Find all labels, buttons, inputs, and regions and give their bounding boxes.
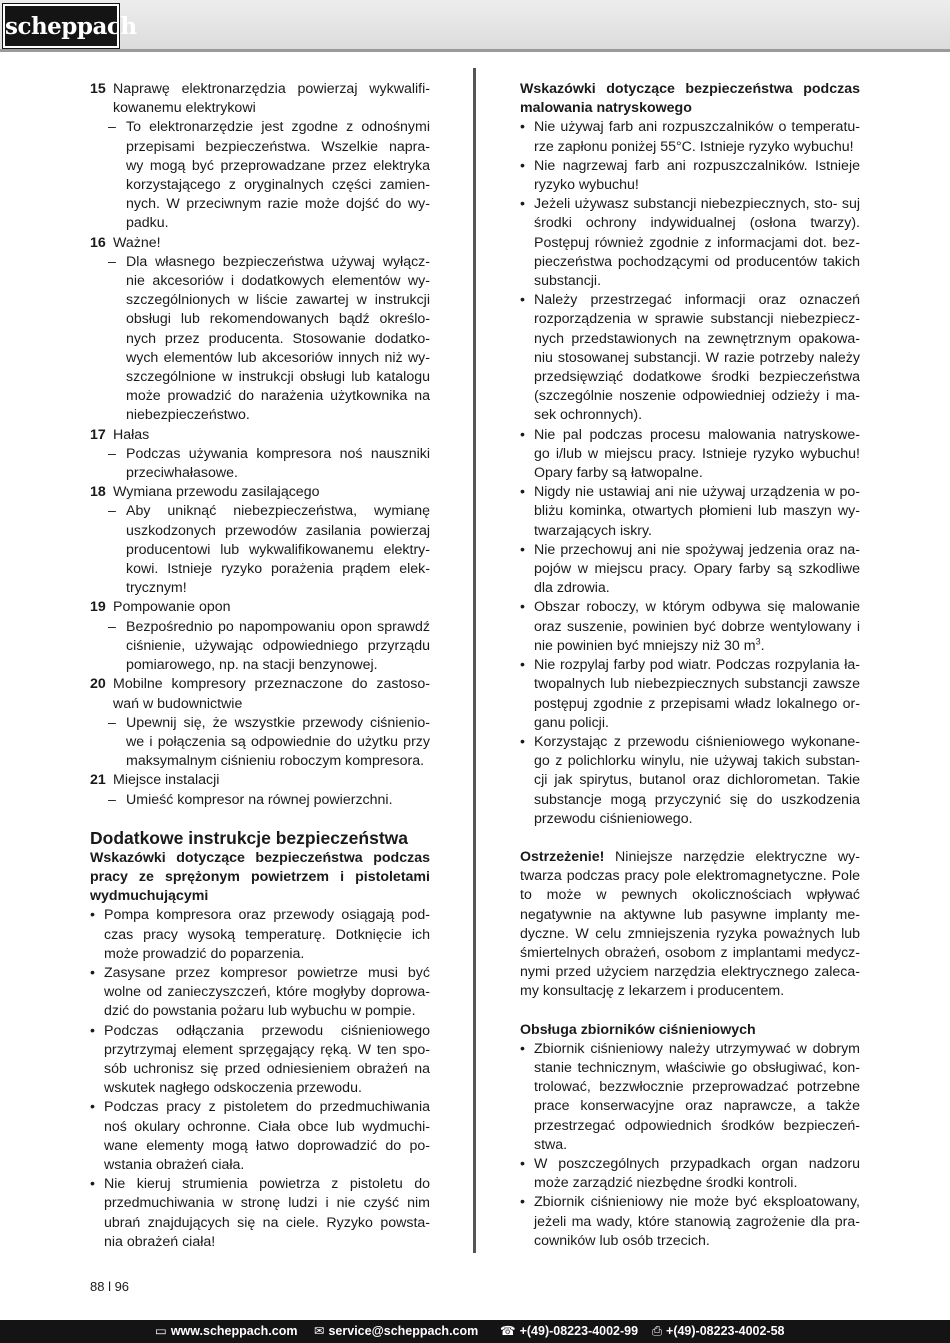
item-heading: Hałas <box>113 426 150 443</box>
list-item <box>520 598 860 656</box>
list-item: • Jeżeli używasz substancji niebezpiecznych, sto- suj środki ochrony indywidualnej (osłona twarzy). Postępuj również zgodnie z informacjami dot. bez- pieczeństwa pochodzącymi od producentów takich substancji. <box>520 195 860 291</box>
item-number: 17 <box>90 426 106 443</box>
fax-icon: ⎙ <box>652 1324 663 1338</box>
scheppach-logo: scheppach <box>3 4 119 48</box>
list-item: • Nie nagrzewaj farb ani rozpuszczalników. Istnieje ryzyko wybuchu! <box>520 157 860 195</box>
item-detail: – Umieść kompresor na równej powierzchni. <box>90 791 430 810</box>
item-number: 15 <box>90 81 106 97</box>
item-heading: Miejsce instalacji <box>113 772 220 789</box>
list-item: • Podczas pracy z pistoletem do przedmuchiwania noś okulary ochronne. Ciała obce lub wydmuchi- wane elementy mogą łatwo doprowadzić do po- wstania obrażeń ciała. <box>90 1098 430 1175</box>
numbered-item <box>90 598 430 617</box>
numbered-item <box>90 483 430 502</box>
section-title: Dodatkowe instrukcje bezpieczeństwa <box>90 827 409 848</box>
paint-spraying-title: Wskazówki dotyczące bezpieczeństwa podczas malowania natryskowego <box>520 81 860 117</box>
item-heading: Ważne! <box>113 234 161 251</box>
item-heading: Mobilne kompresory przeznaczone do zastoso- wań w budownictwie <box>113 676 430 712</box>
list-item: • W poszczególnych przypadkach organ nadzoru może zarządzić niezbędne środki kontroli. <box>520 1155 860 1193</box>
list-item: • Zasysane przez kompresor powietrze musi być wolne od zanieczyszczeń, które mogłyby doprowa- dzić do powstania pożaru lub wybuchu w pompie. <box>90 964 430 1022</box>
item-heading: Wymiana przewodu zasilającego <box>113 484 320 501</box>
numbered-item <box>90 426 430 445</box>
item-detail: – To elektronarzędzie jest zgodne z odnośnymi przepisami bezpieczeństwa. Wszelkie napra- wy mogą być przeprowadzane przez elektryka korzystającego z oryginalnych części zamien- nych. W przeciwnym razie może dojść do wy- padku. <box>90 118 430 233</box>
list-item: • Zbiornik ciśnieniowy należy utrzymywać w dobrym stanie technicznym, właściwie go obsługiwać, kon- trolować, bezzwłocznie przeprowadzać potrzebne prace konserwacyjne oraz naprawcze, a także przestrzegać odpowiednich środków bezpieczeń- stwa. <box>520 1040 860 1155</box>
left-column <box>90 80 430 1252</box>
item-detail: – Podczas używania kompresora noś nauszniki przeciwhałasowe. <box>90 445 430 483</box>
footer-phone: ☎ +(49)-08223-4002-99 <box>500 1324 639 1338</box>
item-detail: – Aby uniknąć niebezpieczeństwa, wymianę uszkodzonych przewodów zasilania powierzaj producentowi lub wykwalifikowanemu elektry- kowi. Istnieje ryzyko porażenia prądem elek- trycznym! <box>90 502 430 598</box>
area-text: Obszar roboczy, w którym odbywa się malowanie oraz suszenie, powinien być dobrze wentylowany i nie powinien być mniejszy niż 30 m <box>534 599 860 654</box>
list-item: • Korzystając z przewodu ciśnieniowego wykonane- go z polichlorku winylu, nie używaj takich substan- cji jak spirytus, butanol oraz dichlorometan. Takie substancje mogą przyczynić się do uszkodzenia przewodu ciśnieniowego. <box>520 733 860 829</box>
item-heading: Naprawę elektronarzędzia powierzaj wykwalifi- kowanemu elektrykowi <box>113 81 430 117</box>
emf-warning <box>520 848 860 1002</box>
numbered-item <box>90 234 430 253</box>
warning-text: Niniejsze narzędzie elektryczne wy- twarza podczas pracy pole elektromagnetyczne. Pole to może w pewnych okolicznościach wpływać negatywnie na aktywne lub pasywne implanty me- dyczne. W celu zmniejszenia ryzyka poważnych lub śmiertelnych obrażeń, osobom z implantami medycz- nymi przed użyciem narzędzia elektrycznego zaleca- my konsultację z lekarzem i producentem. <box>520 848 860 1000</box>
page-header <box>0 0 950 52</box>
numbered-item <box>90 771 430 790</box>
item-number: 19 <box>90 599 106 616</box>
item-heading: Pompowanie opon <box>113 599 231 616</box>
area-end: . <box>760 637 765 654</box>
compressed-air-subtitle: Wskazówki dotyczące bezpieczeństwa podczas pracy ze sprężonym powietrzem i pistoletami wydmuchującymi <box>90 849 430 905</box>
monitor-icon: ▭ <box>155 1324 167 1338</box>
warning-label: Ostrzeżenie! <box>520 848 605 865</box>
numbered-item <box>90 80 430 118</box>
numbered-list <box>90 80 430 810</box>
phone-icon: ☎ <box>500 1324 516 1338</box>
list-item: • Nie używaj farb ani rozpuszczalników o temperatu- rze zapłonu poniżej 55°C. Istnieje ryzyko wybuchu! <box>520 118 860 156</box>
list-item: • Nie kieruj strumienia powietrza z pistoletu do przedmuchiwania w stronę ludzi i nie czyść nim ubrań znajdujących się na ciele. Ryzyko powsta- nia obrażeń ciała! <box>90 1175 430 1252</box>
item-detail: – Bezpośrednio po napompowaniu opon sprawdź ciśnienie, używając odpowiedniego przyrządu pomiarowego, np. na stacji benzynowej. <box>90 618 430 676</box>
item-number: 16 <box>90 234 106 251</box>
list-item: • Nie pal podczas procesu malowania natryskowe- go i/lub w miejscu pracy. Istnieje ryzyko wybuchu! Opary farby są łatwopalne. <box>520 426 860 484</box>
footer-email[interactable]: ✉ service@scheppach.com <box>314 1324 479 1338</box>
list-item: • Nigdy nie ustawiaj ani nie używaj urządzenia w po- bliżu kominka, otwartych płomieni lub maszyn wy- twarzających iskry. <box>520 483 860 541</box>
page-footer <box>0 1320 950 1343</box>
list-item: • Zbiornik ciśnieniowy nie może być eksploatowany, jeżeli ma wady, które stanowią zagrożenie dla pra- cowników lub osób trzecich. <box>520 1193 860 1251</box>
item-number: 20 <box>90 676 106 693</box>
pressure-tank-title: Obsługa zbiorników ciśnieniowych <box>520 1021 756 1038</box>
list-item: • Podczas odłączania przewodu ciśnieniowego przytrzymaj element sprzęgający ręką. W ten spo- sób uchronisz się przed odniesieniem obrażeń na wskutek nagłego odskoczenia przewodu. <box>90 1022 430 1099</box>
pressure-tank-bullets <box>520 1040 860 1251</box>
page-number: 88 l 96 <box>90 1279 130 1294</box>
column-divider <box>473 68 476 1253</box>
numbered-item <box>90 675 430 713</box>
item-number: 18 <box>90 484 106 501</box>
item-number: 21 <box>90 772 106 789</box>
list-item: • Nie przechowuj ani nie spożywaj jedzenia oraz na- pojów w miejscu pracy. Opary farby są szkodliwe dla zdrowia. <box>520 541 860 599</box>
area-sup: 3 <box>755 636 761 647</box>
list-item: • Należy przestrzegać informacji oraz oznaczeń rozporządzenia w sprawie substancji niebezpiecz- nych przedstawionych na zewnętrznym opakowa- niu stosowanej substancji. W razie potrzeby należy przedsięwziąć dodatkowe środki bezpieczeństwa (szczególnie noszenie odpowiedniej odzieży i ma- sek ochronnych). <box>520 291 860 425</box>
envelope-icon: ✉ <box>314 1324 325 1338</box>
paint-spraying-bullets <box>520 118 860 829</box>
footer-fax: ⎙ +(49)-08223-4002-58 <box>652 1324 785 1338</box>
item-detail: – Upewnij się, że wszystkie przewody ciśnienio- we i połączenia są odpowiednie do użytku przy maksymalnym ciśnieniu roboczym kompresora. <box>90 714 430 772</box>
list-item: • Nie rozpylaj farby pod wiatr. Podczas rozpylania ła- twopalnych lub niebezpiecznych substancji zawsze postępuj zgodnie z przepisami władz lokalnego or- ganu policji. <box>520 656 860 733</box>
footer-web[interactable]: ▭ www.scheppach.com <box>155 1324 298 1338</box>
right-column <box>520 80 860 1251</box>
list-item: • Pompa kompresora oraz przewody osiągają pod- czas pracy wysoką temperaturę. Dotknięcie ich może prowadzić do poparzenia. <box>90 906 430 964</box>
compressed-air-bullets <box>90 906 430 1252</box>
item-detail: – Dla własnego bezpieczeństwa używaj wyłącz- nie akcesoriów i dodatkowych elementów wy- szczególnionych w liście zawartej w instrukcji obsługi lub rekomendowanych bądź określo- nych przez producenta. Stosowanie dodatko- wych elementów lub akcesoriów innych niż wy- szczególnione w instrukcji obsługi lub katalogu może prowadzić do narażenia użytkownika na niebezpieczeństwo. <box>90 253 430 426</box>
